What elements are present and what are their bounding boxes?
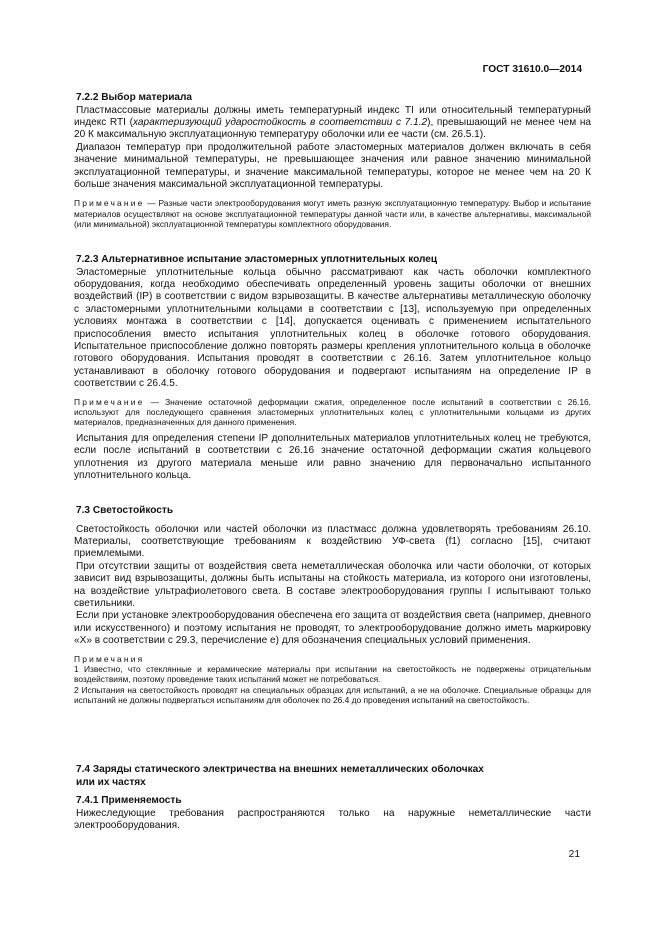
section-7-3 [74,505,591,706]
note: 2 Испытания на светостойкость проводят на специальных образцах для испытаний, а не на оболочке. Специальные образцы для испытаний не должны подвергаться испытаниям для оболочек по 26.4 до проведения испытаний на светостойкость. [74,684,591,706]
section-7-2-3 [74,254,591,483]
paragraph: Испытания для определения степени IP дополнительных материалов уплотнительных колец не требуются, если после испытаний в соответствии с 26.16 значение остаточной деформации сжатия кольцевого уплотнения из другого материала меньше или равно значению для первоначально испытанного уплотнительного кольца. [74,432,591,482]
section-heading: 7.3 Светостойкость [76,505,174,516]
paragraph: Светостойкость оболочки или частей оболочки из пластмасс должна удовлетворять требованиям 26.10. Материалы, соответствующие требованиям к воздействию УФ-света (f1) согласно [15], считают приемлемыми. [74,523,591,560]
section-heading: 7.2.2 Выбор материала [76,92,193,103]
document-code: ГОСТ 31610.0—2014 [482,64,582,75]
note-label: Примечание [74,198,145,209]
note-label: Примечание [74,396,145,407]
paragraph [74,105,591,142]
subsection-heading: 7.4.1 Применяемость [76,795,182,807]
paragraph: Эластомерные уплотнительные кольца обычно рассматривают как часть оболочки комплектного оборудования, когда необходимо обеспечивать определенный уровень защиты оболочки от внешних воздействий (IP) в соответствии с видом взрывозащиты. В качестве альтернативы металлическую оболочку с эластомерными уплотнительными кольцами в соответствии с [13], используемую при определенных условиях монтажа в соответствии с [14], допускается оценивать с применением испытательного приспособления вместо испытания уплотнительных колец в оболочке готового оборудования. Испытательное приспособление должно повторять размеры крепления уплотнительного кольца в оболочке готового оборудования. Испытания проводят в соответствии с 26.16. Затем уплотнительное кольцо устанавливают в оболочку готового оборудования и подвергают испытаниям на определение IP в соответствии с 26.4.5. [74,266,591,390]
text-run: ), превышающий не менее чем на 20 К максимальную эксплуатационную температуру оболочки или ее части (см. 26.5.1). [74,117,592,141]
text-run: Пластмассовые материалы должны иметь температурный индекс TI или относительный температурный индекс RTI ( [74,104,591,128]
note [74,397,591,428]
paragraph: Диапазон температур при продолжительной работе эластомерных материалов должен включать в себя значение минимальной температуры, не превышающее значения или равное значению минимальной эксплуатационной температуры, и значение максимальной температуры, которое не менее чем на 20 К больше значения максимальной эксплуатационной температуры. [74,141,591,191]
italic-text: характеризующий ударостойкость в соответствии с 7.1.2 [132,117,428,128]
note-text: — Значение остаточной деформации сжатия, определенное после испытаний в соответствии с 26.16, используют для последующего сравнения эластомерных уплотнительных колец с уплотнительными кольцами из других материалов, предназначенных для данного применения. [74,396,591,428]
section-7-2-2 [74,92,591,230]
paragraph: Нижеследующие требования распространяются только на наружные неметаллические части электрооборудования. [74,807,591,832]
section-heading: 7.2.3 Альтернативное испытание эластомерных уплотнительных колец [76,254,438,265]
section-7-4 [74,764,591,833]
paragraph: Если при установке электрооборудования обеспечена его защита от воздействия света (например, дневного или искусственного) и поэтому испытания не проводят, то электрооборудование должно иметь маркировку «X» в соответствии с 29.3, перечисление е) для обозначения специальных условий применения. [74,610,591,647]
paragraph: При отсутствии защиты от воздействия света неметаллическая оболочка или части оболочки, от которых зависит вид взрывозащиты, должны быть испытаны на стойкость материала, из которого они изготовлены, на воздействие ультрафиолетового света. В составе электрооборудования группы I испытывают только светильники. [74,560,591,610]
note: 1 Известно, что стеклянные и керамические материалы при испытании на светостойкость не подвержены отрицательным воздействиям, поэтому проведение таких испытаний может не потребоваться. [74,664,591,685]
section-heading-continued: или их частях [76,776,146,788]
page-number: 21 [568,849,580,860]
note [74,198,591,229]
note-text: — Разные части электрооборудования могут иметь разную эксплуатационную температуру. Выбор и испытание материалов осуществляют на основе эксплуатационной температуры данной части или, в качестве альтернативы, максимальной (или минимальной) эксплуатационной температуры комплектного оборудования. [74,198,591,230]
notes-label: Примечания [74,653,145,664]
section-heading: 7.4 Заряды статического электричества на внешних неметаллических оболочках [76,764,484,775]
